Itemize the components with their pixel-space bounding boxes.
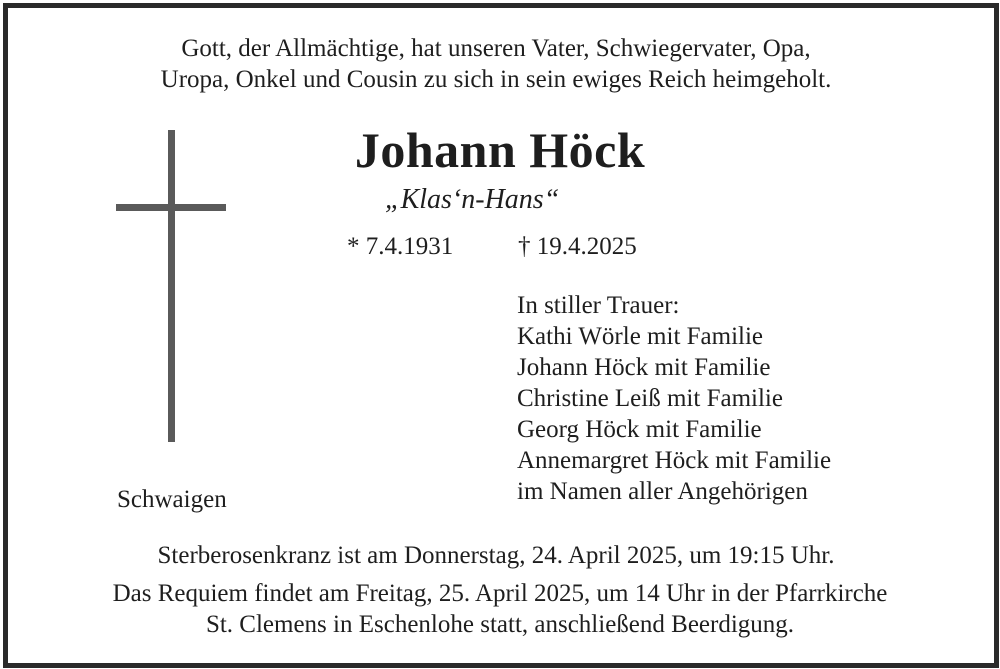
mourner-line: Georg Höck mit Familie: [517, 416, 762, 443]
mourner-line: Christine Leiß mit Familie: [517, 385, 783, 412]
mourner-line: Johann Höck mit Familie: [517, 354, 771, 381]
mourner-line: Annemargret Höck mit Familie: [517, 447, 832, 474]
rosary-notice: Sterberosenkranz ist am Donnerstag, 24. April 2025, um 19:15 Uhr.: [157, 542, 835, 569]
birth-date: * 7.4.1931: [347, 233, 454, 260]
intro-line-2: Uropa, Onkel und Cousin zu sich in sein ewiges Reich heimgeholt.: [160, 66, 832, 93]
intro-text: [0, 33, 992, 95]
death-date: † 19.4.2025: [518, 233, 637, 260]
deceased-name: Johann Höck: [354, 122, 646, 178]
cross-icon-horizontal: [116, 204, 226, 211]
mourners-list: [517, 290, 831, 507]
deceased-nickname: „Klas‘n-Hans“: [385, 184, 560, 215]
requiem-line-2: St. Clemens in Eschenlohe statt, anschließend Beerdigung.: [205, 611, 795, 638]
requiem-line-1: Das Requiem findet am Freitag, 25. April 2025, um 14 Uhr in der Pfarrkirche: [112, 580, 888, 607]
mourners-heading: In stiller Trauer:: [517, 292, 680, 319]
place-name: Schwaigen: [117, 486, 227, 513]
requiem-notice: [0, 578, 1000, 640]
mourner-line: Kathi Wörle mit Familie: [517, 323, 764, 350]
intro-line-1: Gott, der Allmächtige, hat unseren Vater, Schwiegervater, Opa,: [181, 35, 811, 62]
mourner-line: im Namen aller Angehörigen: [517, 478, 808, 505]
